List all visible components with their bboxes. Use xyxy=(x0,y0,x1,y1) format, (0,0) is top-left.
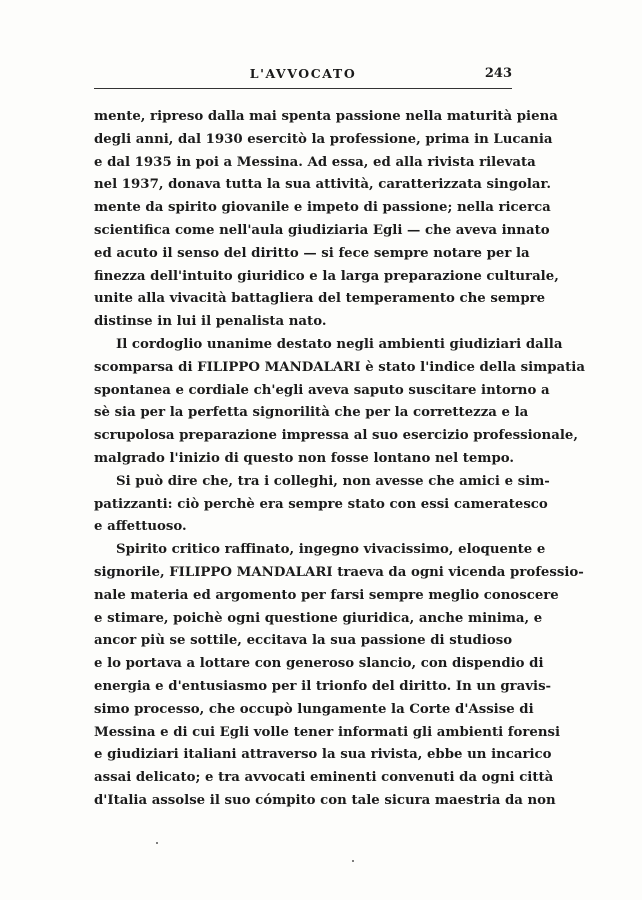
text-line: Il cordoglio unanime destato negli ambienti giudiziari dalla xyxy=(116,336,563,352)
text-line: e affettuoso. xyxy=(94,519,187,535)
text-line: e dal 1935 in poi a Messina. Ad essa, ed alla rivista rilevata xyxy=(94,154,536,170)
text-line: ed acuto il senso del diritto — si fece sempre notare per la xyxy=(94,245,530,261)
text-line: scientifica come nell'aula giudiziaria Egli — che aveva innato xyxy=(94,222,550,238)
text-line: e giudiziari italiani attraverso la sua rivista, ebbe un incarico xyxy=(94,747,552,763)
text-line: e stimare, poichè ogni questione giuridica, anche minima, e xyxy=(94,610,543,626)
text-line: e lo portava a lottare con generoso slancio, con dispendio di xyxy=(94,656,544,672)
text-line: mente, ripreso dalla mai spenta passione nella maturità piena xyxy=(94,109,558,124)
text-line: energia e d'entusiasmo per il trionfo del diritto. In un gravis- xyxy=(94,678,552,694)
text-line: Spirito critico raffinato, ingegno vivacissimo, eloquente e xyxy=(116,542,546,558)
text-line: signorile, FILIPPO MANDALARI traeva da ogni vicenda professio- xyxy=(94,564,584,580)
text-line: sè sia per la perfetta signorilità che per la correttezza e la xyxy=(94,405,529,421)
text-line: Si può dire che, tra i colleghi, non avesse che amici e sim- xyxy=(116,473,550,489)
text-line: finezza dell'intuito giuridico e la larga preparazione culturale, xyxy=(94,268,559,284)
text-line: d'Italia assolse il suo cómpito con tale sicura maestria da non xyxy=(94,792,556,808)
text-line: degli anni, dal 1930 esercitò la professione, prima in Lucania xyxy=(94,131,553,147)
text-line: scrupolosa preparazione impressa al suo esercizio professionale, xyxy=(94,428,578,444)
running-title: L'AVVOCATO xyxy=(249,66,357,81)
text-line: unite alla vivacità battagliera del temperamento che sempre xyxy=(94,291,546,307)
text-line: distinse in lui il penalista nato. xyxy=(94,314,327,330)
text-line: assai delicato; e tra avvocati eminenti convenuti da ogni città xyxy=(94,770,554,786)
paper-speck xyxy=(156,842,158,844)
text-line: patizzanti: ciò perchè era sempre stato con essi cameratesco xyxy=(94,496,548,512)
text-line: mente da spirito giovanile e impeto di passione; nella ricerca xyxy=(94,200,551,216)
text-line: Messina e di cui Egli volle tener informati gli ambienti forensi xyxy=(94,724,561,740)
text-line: simo processo, che occupò lungamente la Corte d'Assise di xyxy=(94,701,534,717)
text-line: ancor più se sottile, eccitava la sua passione di studioso xyxy=(94,633,513,649)
text-line: nale materia ed argomento per farsi sempre meglio conoscere xyxy=(94,587,559,603)
running-head xyxy=(94,66,512,86)
text-line: nel 1937, donava tutta la sua attività, caratterizzata singolar. xyxy=(94,177,551,193)
body-text xyxy=(94,106,585,813)
page-number: 243 xyxy=(484,66,512,81)
text-line: scomparsa di FILIPPO MANDALARI è stato l'indice della simpatia xyxy=(94,359,585,375)
header-rule xyxy=(94,88,512,89)
text-line: spontanea e cordiale ch'egli aveva saputo suscitare intorno a xyxy=(94,382,550,398)
text-line: malgrado l'inizio di questo non fosse lontano nel tempo. xyxy=(94,450,515,466)
paper-speck xyxy=(352,860,354,862)
